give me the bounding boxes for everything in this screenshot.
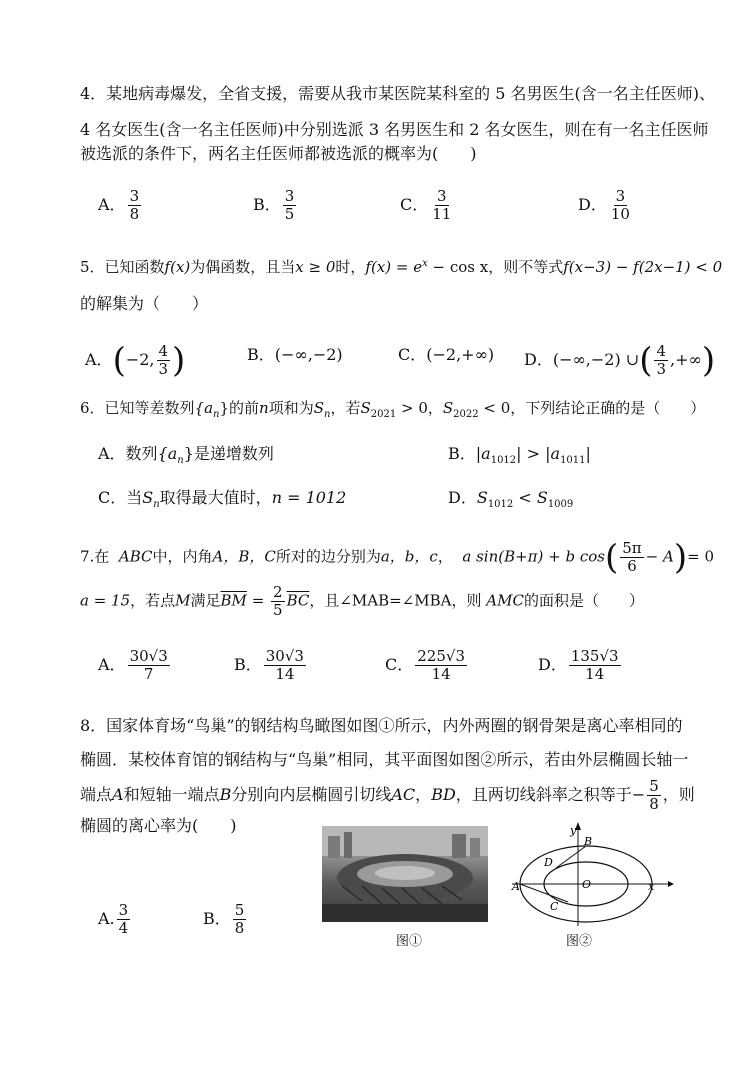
q4-option-b[interactable]: B． $\frac{3}{5}$	[253, 187, 295, 223]
q8-line2: 椭圆．某校体育馆的钢结构与“鸟巢”相同，其平面图如图②所示，若由外层椭圆长轴一	[80, 750, 689, 769]
figure1-caption: 图①	[396, 934, 423, 949]
q4-option-d[interactable]: D． $\frac{3}{10}$	[578, 187, 630, 223]
q5-option-a[interactable]: A．(−2, $\frac{4}{3}$ )	[85, 340, 186, 381]
ellipse-diagram	[508, 818, 678, 928]
q5-line2: 的解集为（ ）	[80, 294, 209, 313]
q8-line4: 椭圆的离心率为( )	[80, 816, 237, 835]
q5-line1: 5．已知函数f(x)为偶函数，且当x ≥ 0时，$f(x) = e^x - \cos x$，则不等式f(x−3) − f(2x−1) < 0	[80, 258, 723, 276]
q7-line2: a = 15，若点M满足$\overline{BM}$ = $\frac{2}{5}$ $\overline{BC}$，且∠MAB=∠MBA，则 AMC的面积是（ ）	[80, 583, 644, 619]
q6-option-c[interactable]: C．当$S_n$取得最大值时，n = 1012	[98, 488, 347, 511]
q7-option-c[interactable]: C． $\frac{225√3}{14}$	[385, 647, 465, 683]
q5-option-b[interactable]: B．(−∞,−2)	[247, 345, 343, 364]
q4-option-c[interactable]: C． $\frac{3}{11}$	[400, 187, 452, 223]
q7-option-a[interactable]: A． $\frac{30√3}{7}$	[98, 647, 168, 683]
x-axis-label: x	[648, 880, 655, 893]
q7-line1: 7.在 ABC中，内角A，B，C所对的边分别为a，b，c， a sin(B+π) + b cos( $\frac{5\pi}{6}$ − A)= 0	[80, 537, 714, 578]
q4-option-a[interactable]: A． $\frac{3}{8}$	[98, 187, 140, 223]
q8-option-b[interactable]: B． $\frac{5}{8}$	[203, 901, 245, 937]
point-d-label: D	[544, 856, 553, 869]
point-b-label: B	[584, 835, 593, 848]
x-axis-arrow	[668, 881, 674, 887]
q8-option-a[interactable]: A. $\frac{3}{4}$	[98, 901, 129, 937]
q6-option-b[interactable]: B．$|a_{1012}| > |a_{1011}|$	[448, 444, 591, 467]
q6-option-a[interactable]: A．数列$\{a_n\}$是递增数列	[98, 444, 274, 467]
stadium-illustration	[322, 826, 488, 922]
q4-line2: 4 名女医生(含一名主任医师)中分别选派 3 名男医生和 2 名女医生，则在有一名主任医师	[80, 120, 709, 139]
q4-line1: 4．某地病毒爆发，全省支援，需要从我市某医院某科室的 5 名男医生(含一名主任医师)、	[80, 84, 716, 103]
q6-line1: 6．已知等差数列$\{a_n\}$的前n项和为$S_n$，若$S_{2021} > 0$，$S_{2022} < 0$，下列结论正确的是（ ）	[80, 399, 706, 420]
figure2-caption: 图②	[566, 934, 593, 949]
q5-option-d[interactable]: D．(−∞,−2) ∪( $\frac{4}{3}$ ,+∞)	[524, 340, 716, 381]
q8-line1: 8．国家体育场“鸟巢”的钢结构鸟瞰图如图①所示，内外两圈的钢骨架是离心率相同的	[80, 716, 683, 735]
q4-line3: 被选派的条件下，两名主任医师都被选派的概率为( )	[80, 144, 477, 163]
bird-nest-stadium-photo	[322, 826, 488, 922]
q7-option-d[interactable]: D． $\frac{135√3}{14}$	[538, 647, 619, 683]
point-c-label: C	[550, 900, 559, 913]
y-axis-label: y	[570, 824, 577, 837]
q8-line3: 端点A和短轴一端点B分别向内层椭圆引切线AC，BD，且两切线斜率之积等于− $\frac{5}{8}$ ，则	[80, 777, 695, 813]
q6-option-d[interactable]: D．$S_{1012} < S_{1009}$	[448, 488, 574, 511]
q7-option-b[interactable]: B． $\frac{30√3}{14}$	[234, 647, 304, 683]
origin-label: O	[582, 878, 592, 891]
q5-option-c[interactable]: C．(−2,+∞)	[398, 345, 495, 364]
point-a-label: A	[512, 880, 520, 893]
